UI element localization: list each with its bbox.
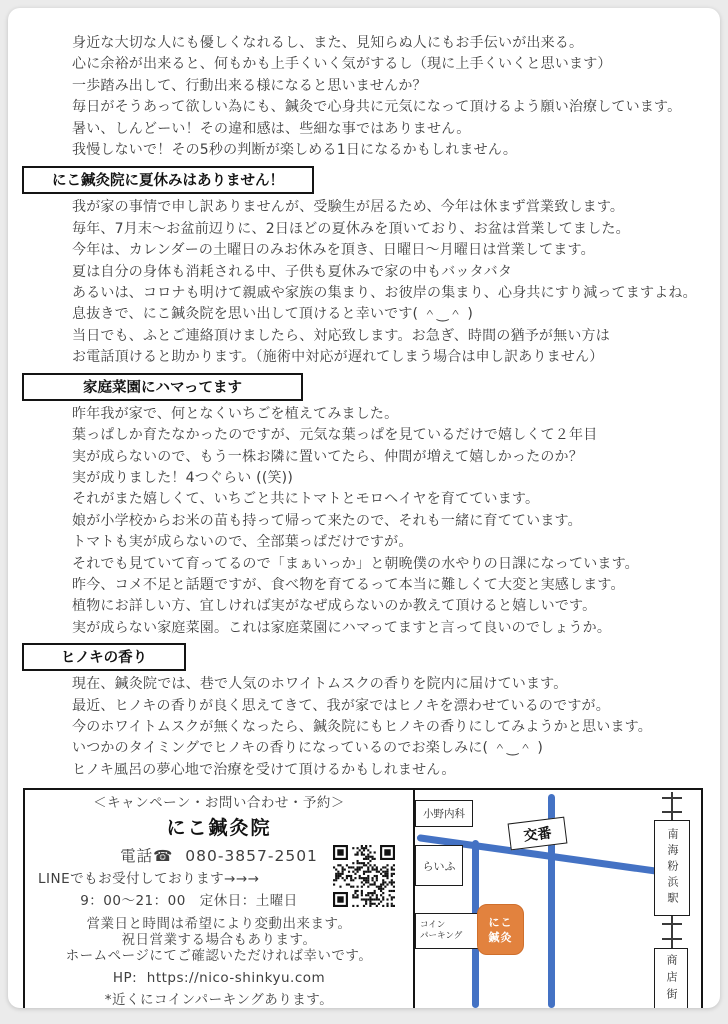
text-line: 葉っぱしか育たなかったのですが、元気な葉っぱを見ているだけで嬉しくて２年目: [72, 427, 598, 444]
newsletter-page: [8, 8, 720, 1008]
access-map: [415, 790, 701, 1008]
contact-and-map-box: [23, 788, 703, 1008]
text-line: いつかのタイミングでヒノキの香りになっているのでお楽しみに( ＾‿＾ ): [72, 740, 544, 757]
text-line: 当日でも、ふとご連絡頂けましたら、対応致します。お急ぎ、時間の猶予が無い方は: [72, 327, 610, 344]
text-line: 息抜きで、にこ鍼灸院を思い出して頂けると幸いです( ＾‿＾ ): [72, 306, 473, 323]
railway-tie: [662, 923, 682, 925]
parking-note: *近くにコインパーキングあります。: [104, 992, 334, 1008]
text-line: 最近、ヒノキの香りが良く思えてきて、我が家ではヒノキを漂わせているのですが。: [72, 697, 610, 714]
text-line: それでも見ていて育ってるので「まぁいっか」と朝晩僕の水やりの日課になっています。: [72, 555, 639, 572]
map-label-life-store: らいふ: [415, 845, 463, 886]
nico-clinic-line: にこ: [488, 915, 513, 929]
text-line: お電話頂けると助かります。（施術中対応が遅れてしまう場合は申し訳ありません）: [72, 349, 604, 366]
phone-icon: ☎: [153, 846, 174, 865]
text-line: 今年は、カレンダーの土曜日のみお休みを頂き、日曜日〜月曜日は営業してます。: [72, 242, 595, 259]
text-line: 娘が小学校からお米の苗も持って帰って来たので、それも一緒に育てています。: [72, 512, 582, 529]
contact-note-line: 祝日営業する場合もあります。: [121, 931, 317, 948]
text-line: 実が成らない家庭菜園。これは家庭菜園にハマってますと言って良いのでしょうか。: [72, 619, 612, 636]
line-note: LINEでもお受付しております→→→: [38, 871, 260, 888]
map-label-ono-clinic: 小野内科: [415, 800, 473, 827]
text-line: 実が成りました！4つぐらい ((笑)): [72, 469, 294, 486]
text-line: 我が家の事情で申し訳ありませんが、受験生が居るため、今年は休まず営業致します。: [72, 199, 625, 216]
contact-panel: [25, 790, 415, 1008]
map-label-coin-parking: [415, 913, 479, 949]
intro-paragraph: [72, 33, 720, 161]
map-label-nico-clinic: [477, 904, 524, 955]
section-body-vegetable-garden: [72, 404, 720, 639]
map-label-police-box: 交番: [508, 817, 568, 851]
text-line: 実が成らないので、もう一株お隣に置いてたら、仲間が増えて嬉しかったのか？: [72, 448, 583, 465]
qr-code: [333, 845, 395, 907]
text-line: 一歩踏み出して、行動出来る様になると思いませんか？: [72, 77, 427, 94]
railway-tie: [662, 797, 682, 799]
railway-tie: [662, 811, 682, 813]
text-line: 夏は自分の身体も消耗される中、子供も夏休みで家の中もバッタバタ: [72, 263, 513, 280]
text-line: 昨今、コメ不足と話題ですが、食べ物を育てるって本当に難しくて大変と実感します。: [72, 576, 625, 593]
phone-label: 電話: [120, 846, 154, 865]
contact-note-line: ホームページにてご確認いただければ幸いです。: [65, 947, 373, 964]
map-label-station: 南海粉浜駅: [654, 820, 690, 916]
text-line: 毎日がそうあって欲しい為にも、鍼灸で心身共に元気になって頂けるよう願い治療しています。: [72, 99, 682, 116]
text-line: 我慢しないで！その5秒の判断が楽しめる1日になるかもしれません。: [72, 142, 518, 159]
section-heading-hinoki-scent: [22, 643, 186, 671]
contact-note-line: 営業日と時間は希望により変動出来ます。: [86, 915, 352, 932]
text-line: 身近な大切な人にも優しくなれるし、また、見知らぬ人にもお手伝いが出来る。: [72, 35, 584, 51]
phone-number: 080-3857-2501: [185, 846, 318, 865]
text-line: それがまた嬉しくて、いちごと共にトマトとモロヘイヤを育てています。: [72, 491, 540, 508]
section-body-hinoki-scent: [72, 674, 720, 781]
text-line: 心に余裕が出来ると、何もかも上手くいく気がするし（現に上手くいくと思います）: [72, 56, 612, 73]
text-line: 今のホワイトムスクが無くなったら、鍼灸院にもヒノキの香りにしてみようかと思います。: [72, 718, 652, 735]
railway-tie: [662, 938, 682, 940]
hp-label: HP:: [112, 969, 138, 986]
hp-url: https://nico-shinkyu.com: [146, 969, 326, 986]
section-heading-label: にこ鍼灸院に夏休みはありません！: [52, 173, 284, 190]
section-heading-label: 家庭菜園にハマってます: [83, 379, 242, 396]
coin-parking-line: パーキング: [420, 931, 463, 942]
business-hours: 9：00〜21：00 定休日：土曜日: [80, 893, 298, 910]
nico-clinic-line: 鍼灸: [488, 930, 513, 944]
coin-parking-line: コイン: [420, 920, 446, 931]
contact-header: ＜キャンペーン・お問い合わせ・予約＞: [93, 795, 345, 812]
text-line: 毎年、7月末〜お盆前辺りに、2日ほどの夏休みを頂いており、お盆は営業してました。: [72, 220, 630, 237]
section-heading-label: ヒノキの香り: [60, 650, 148, 667]
contact-notes: [25, 916, 413, 964]
section-heading-vegetable-garden: [22, 373, 303, 401]
railway-line: [671, 916, 673, 948]
text-line: 現在、鍼灸院では、巷で人気のホワイトムスクの香りを院内に届けています。: [72, 676, 568, 693]
clinic-name: にこ鍼灸院: [166, 817, 272, 840]
text-line: トマトも実が成らないので、全部葉っぱだけですが。: [72, 534, 413, 551]
text-line: 暑い、しんどーい！その違和感は、些細な事ではありません。: [72, 120, 471, 137]
section-heading-no-summer-holiday: [22, 166, 314, 194]
homepage-row: [25, 970, 413, 986]
text-line: ヒノキ風呂の夢心地で治療を受けて頂けるかもしれません。: [72, 761, 456, 778]
text-line: 昨年我が家で、何となくいちごを植えてみました。: [72, 405, 399, 422]
map-label-shopping-street: 商店街: [654, 948, 688, 1008]
text-line: 植物にお詳しい方、宜しければ実がなぜ成らないのか教えて頂けると嬉しいです。: [72, 598, 597, 615]
text-line: あるいは、コロナも明けて親戚や家族の集まり、お彼岸の集まり、心身共にすり減ってますよね。: [72, 285, 697, 302]
section-body-no-summer-holiday: [72, 197, 720, 368]
